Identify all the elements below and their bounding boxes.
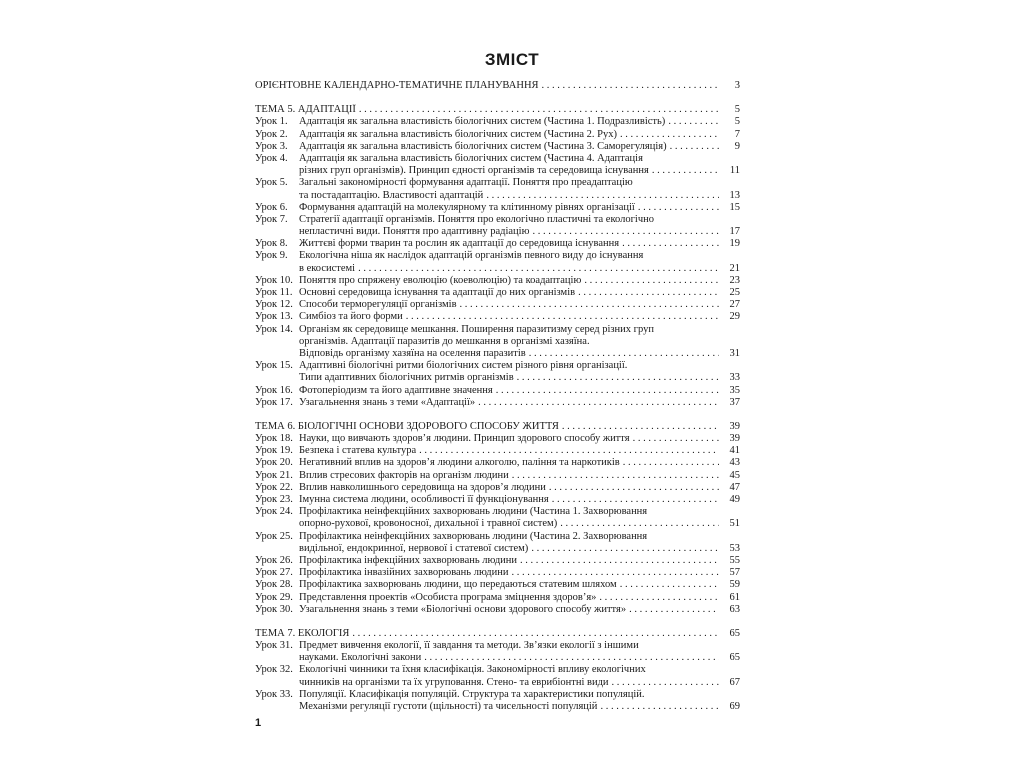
dot-leader — [532, 226, 719, 238]
table-of-contents — [255, 80, 740, 713]
toc-page-number: 49 — [729, 494, 740, 505]
toc-line-text: Механізми регуляції густоти (щільності) та чисельності популяцій — [299, 701, 598, 712]
toc-line — [299, 445, 740, 457]
toc-page-number: 51 — [729, 518, 740, 530]
toc-lesson-entry — [255, 664, 740, 688]
lesson-label: Урок 4. — [255, 152, 288, 164]
toc-page-number: 13 — [729, 189, 740, 201]
lesson-title — [299, 287, 740, 299]
toc-page-number: 21 — [729, 262, 740, 274]
dot-leader — [623, 457, 719, 469]
toc-page-number: 5 — [734, 116, 740, 128]
dot-leader — [622, 238, 719, 250]
toc-page-number: 39 — [729, 433, 740, 445]
toc-lesson-entry — [255, 275, 740, 287]
lesson-label: Урок 21. — [255, 469, 293, 481]
lesson-title — [299, 141, 740, 153]
toc-line-text: Профілактика інвазійних захворювань людини — [299, 567, 509, 579]
dot-leader — [549, 482, 719, 494]
toc-line-text: Адаптивні біологічні ритми біологічних систем різного рівня організації. — [299, 360, 628, 372]
dot-leader — [358, 263, 719, 275]
toc-line — [299, 652, 740, 664]
dot-leader — [633, 433, 719, 445]
toc-line — [299, 555, 740, 567]
toc-page-number: 41 — [729, 445, 740, 457]
lesson-title — [299, 445, 740, 457]
toc-line — [299, 531, 740, 543]
toc-line-text: Основні середовища існування та адаптації до них організмів — [299, 287, 576, 298]
lesson-label: Урок 15. — [255, 360, 293, 372]
dot-leader — [629, 604, 719, 616]
toc-lesson-entry — [255, 360, 740, 384]
toc-line-text: різних груп організмів). Принцип єдності організмів та середовища існування — [299, 165, 649, 177]
toc-lesson-entry — [255, 202, 740, 214]
toc-lesson-entry — [255, 141, 740, 153]
toc-lesson-entry — [255, 287, 740, 299]
toc-topic-heading — [255, 628, 740, 640]
toc-line-text: Безпека і статева культура — [299, 445, 417, 457]
section-gap — [255, 616, 740, 628]
toc-line — [299, 141, 740, 153]
toc-line — [299, 238, 740, 250]
toc-page-number: 3 — [734, 80, 740, 91]
dot-leader — [511, 567, 719, 579]
page-number: 1 — [255, 717, 262, 729]
lesson-title — [299, 250, 740, 274]
toc-lesson-entry — [255, 385, 740, 397]
toc-page-number: 19 — [729, 238, 740, 250]
toc-line — [299, 165, 740, 177]
toc-line — [299, 250, 740, 262]
lesson-label: Урок 28. — [255, 579, 293, 591]
toc-page-number: 35 — [729, 384, 740, 396]
dot-leader — [620, 579, 719, 591]
toc-lesson-entry — [255, 311, 740, 323]
toc-line-text: Профілактика неінфекційних захворювань людини (Частина 1. Захворювання — [299, 506, 648, 518]
toc-lesson-entry — [255, 531, 740, 555]
toc-line-text: Способи терморегуляції організмів — [299, 299, 457, 311]
toc-topic-heading — [255, 421, 740, 433]
toc-page-number: 11 — [729, 165, 740, 177]
toc-line — [299, 385, 740, 397]
toc-line-text: Профілактика неінфекційних захворювань людини (Частина 2. Захворювання — [299, 530, 648, 542]
toc-line-text: Типи адаптивних біологічних ритмів організмів — [299, 372, 514, 384]
toc-page-number: 67 — [729, 676, 740, 688]
toc-page-number: 17 — [729, 226, 740, 238]
toc-page-number: 57 — [729, 567, 740, 579]
lesson-title — [299, 360, 740, 384]
toc-line-text: Узагальнення знань з теми «Адаптації» — [299, 396, 476, 408]
toc-page-number: 9 — [734, 140, 740, 152]
lesson-label: Урок 3. — [255, 140, 288, 152]
toc-line — [299, 324, 740, 336]
lesson-title — [299, 555, 740, 567]
toc-page-number: 29 — [729, 311, 740, 323]
lesson-label: Урок 22. — [255, 481, 293, 493]
lesson-label: Урок 26. — [255, 554, 293, 566]
lesson-label: Урок 20. — [255, 457, 293, 469]
dot-leader — [542, 80, 719, 92]
lesson-label: Урок 33. — [255, 688, 293, 700]
toc-line-text: Предмет вивчення екології, її завдання та методи. Зв’язки екології з іншими — [299, 640, 639, 652]
lesson-title — [299, 592, 740, 604]
toc-lesson-entry — [255, 470, 740, 482]
lesson-label: Урок 7. — [255, 213, 288, 225]
toc-line-text: Узагальнення знань з теми «Біологічні основи здорового способу життя» — [299, 603, 627, 615]
lesson-title — [299, 311, 740, 323]
toc-line — [299, 470, 740, 482]
toc-lesson-entry — [255, 116, 740, 128]
lesson-title — [299, 470, 740, 482]
dot-leader — [406, 311, 719, 323]
toc-line — [299, 457, 740, 469]
lesson-label: Урок 11. — [255, 287, 293, 298]
dot-leader — [419, 445, 719, 457]
dot-leader — [560, 518, 719, 530]
toc-line — [299, 372, 740, 384]
lesson-label: Урок 17. — [255, 396, 293, 408]
toc-lesson-entry — [255, 433, 740, 445]
toc-line-text: Профілактика захворювань людини, що передаються статевим шляхом — [299, 579, 617, 591]
toc-lesson-entry — [255, 555, 740, 567]
lesson-label: Урок 30. — [255, 603, 293, 615]
page-title: ЗМІСТ — [484, 50, 540, 69]
toc-line-text: ОРІЄНТОВНЕ КАЛЕНДАРНО-ТЕМАТИЧНЕ ПЛАНУВАННЯ — [255, 80, 539, 91]
dot-leader — [352, 628, 719, 640]
dot-leader — [460, 299, 719, 311]
toc-line — [299, 701, 740, 713]
lesson-label: Урок 5. — [255, 177, 288, 189]
toc-line — [299, 226, 740, 238]
toc-line-text: Науки, що вивчають здоров’я людини. Принцип здорового способу життя — [299, 433, 630, 445]
dot-leader — [670, 141, 719, 153]
lesson-title — [299, 506, 740, 530]
toc-line-text: Негативний вплив на здоров’я людини алкоголю, паління та наркотиків — [299, 457, 620, 469]
toc-page-number: 33 — [729, 372, 740, 384]
dot-leader — [578, 287, 719, 299]
dot-leader — [520, 555, 719, 567]
toc-line-text: Адаптація як загальна властивість біологічних систем (Частина 2. Рух) — [299, 128, 617, 140]
section-gap — [255, 409, 740, 421]
toc-line-text: Імунна система людини, особливості її функціонування — [299, 494, 549, 505]
toc-line-text: Фотоперіодизм та його адаптивне значення — [299, 384, 493, 396]
lesson-label: Урок 31. — [255, 640, 293, 652]
dot-leader — [486, 190, 719, 202]
toc-page-number: 65 — [729, 652, 740, 664]
toc-line — [299, 202, 740, 214]
lesson-title — [299, 129, 740, 141]
toc-line — [299, 336, 740, 348]
toc-lesson-entry — [255, 579, 740, 591]
toc-line-text: Організм як середовище мешкання. Поширення паразитизму серед різних груп — [299, 323, 654, 335]
lesson-label: Урок 13. — [255, 311, 293, 323]
lesson-title — [299, 433, 740, 445]
toc-intro-entry — [255, 80, 740, 92]
toc-lesson-entry — [255, 604, 740, 616]
dot-leader — [612, 677, 719, 689]
toc-line — [299, 664, 740, 676]
toc-line — [299, 190, 740, 202]
toc-lesson-entry — [255, 494, 740, 506]
toc-line-text: Екологічні чинники та їхня класифікація. Закономірності впливу екологічних — [299, 664, 646, 676]
lesson-label: Урок 27. — [255, 567, 293, 579]
lesson-title — [299, 457, 740, 469]
dot-leader — [478, 397, 719, 409]
toc-page-number: 65 — [729, 627, 740, 639]
toc-lesson-entry — [255, 177, 740, 201]
toc-line — [299, 433, 740, 445]
dot-leader — [584, 275, 719, 287]
toc-line — [299, 263, 740, 275]
toc-line-text: чинників на організми та їх угруповання. Стено- та еврибіонтні види — [299, 676, 609, 688]
lesson-label: Урок 1. — [255, 116, 288, 128]
toc-line — [299, 567, 740, 579]
lesson-label: Урок 14. — [255, 323, 293, 335]
toc-page-number: 63 — [729, 603, 740, 615]
toc-line-text: Життєві форми тварин та рослин як адаптації до середовища існування — [299, 238, 620, 250]
toc-page-number: 47 — [729, 481, 740, 493]
toc-line-text: Загальні закономірності формування адаптації. Поняття про преадаптацію — [299, 177, 633, 189]
toc-topic-heading — [255, 104, 740, 116]
lesson-label: Урок 10. — [255, 274, 293, 286]
lesson-label: Урок 16. — [255, 384, 293, 396]
toc-line-text: Адаптація як загальна властивість біологічних систем (Частина 1. Подразливість) — [299, 116, 666, 128]
toc-lesson-entry — [255, 640, 740, 664]
toc-line — [299, 153, 740, 165]
toc-line-text: Симбіоз та його форми — [299, 311, 403, 323]
toc-page-number: 39 — [729, 420, 740, 432]
toc-line — [299, 177, 740, 189]
toc-lesson-entry — [255, 445, 740, 457]
lesson-label: Урок 32. — [255, 664, 293, 676]
toc-line — [299, 397, 740, 409]
toc-line — [299, 592, 740, 604]
toc-line — [299, 506, 740, 518]
toc-line — [299, 543, 740, 555]
toc-line-text: організмів. Адаптації паразитів до мешкання в організмі хазяїна. — [299, 335, 590, 347]
toc-page-number: 31 — [729, 347, 740, 359]
lesson-label: Урок 24. — [255, 506, 293, 518]
dot-leader — [599, 592, 719, 604]
toc-line — [299, 129, 740, 141]
dot-leader — [652, 165, 719, 177]
toc-line-text: Стратегії адаптації організмів. Поняття про екологічно пластичні та екологічно — [299, 213, 654, 225]
dot-leader — [620, 129, 719, 141]
lesson-title — [299, 567, 740, 579]
toc-lesson-entry — [255, 324, 740, 361]
toc-line — [299, 677, 740, 689]
dot-leader — [496, 385, 719, 397]
toc-line — [299, 579, 740, 591]
lesson-label: Урок 6. — [255, 201, 288, 213]
toc-line-text: непластичні види. Поняття про адаптивну радіацію — [299, 226, 530, 238]
toc-lesson-entry — [255, 567, 740, 579]
toc-page-number: 5 — [734, 104, 740, 116]
dot-leader — [552, 494, 719, 506]
toc-line — [299, 518, 740, 530]
lesson-title — [299, 604, 740, 616]
lesson-title — [299, 116, 740, 128]
dot-leader — [668, 116, 719, 128]
lesson-label: Урок 25. — [255, 530, 293, 542]
toc-line — [299, 494, 740, 506]
toc-line — [299, 640, 740, 652]
toc-line — [299, 348, 740, 360]
toc-page-number: 25 — [729, 287, 740, 298]
toc-page-number: 61 — [729, 591, 740, 603]
toc-line — [299, 287, 740, 299]
toc-page-number: 23 — [729, 274, 740, 286]
toc-line-text: Вплив стресових факторів на організм людини — [299, 469, 509, 481]
lesson-title — [299, 482, 740, 494]
toc-line — [299, 689, 740, 701]
lesson-title — [299, 324, 740, 361]
lesson-label: Урок 8. — [255, 238, 288, 250]
toc-lesson-entry — [255, 129, 740, 141]
toc-line-text: Формування адаптацій на молекулярному та клітинному рівнях організації — [299, 201, 635, 213]
toc-lesson-entry — [255, 250, 740, 274]
toc-line-text: опорно-рухової, кровоносної, дихальної і травної систем) — [299, 518, 558, 530]
lesson-label: Урок 12. — [255, 299, 293, 311]
toc-line-text: видільної, ендокринної, нервової і статевої систем) — [299, 542, 529, 554]
toc-lesson-entry — [255, 397, 740, 409]
toc-line-text: Адаптація як загальна властивість біологічних систем (Частина 3. Саморегуляція) — [299, 140, 667, 152]
lesson-title — [299, 664, 740, 688]
toc-line-text: Представлення проектів «Особиста програма зміцнення здоров’я» — [299, 591, 597, 603]
toc-lesson-entry — [255, 238, 740, 250]
lesson-title — [299, 531, 740, 555]
lesson-title — [299, 397, 740, 409]
toc-page-number: 55 — [729, 554, 740, 566]
lesson-title — [299, 153, 740, 177]
toc-line-text: Вплив навколишнього середовища на здоров’я людини — [299, 481, 546, 493]
toc-line-text: Профілактика інфекційних захворювань людини — [299, 554, 518, 566]
toc-line-text: ТЕМА 7. ЕКОЛОГІЯ — [255, 627, 350, 639]
toc-line-text: та постадаптацію. Властивості адаптацій — [299, 189, 484, 201]
toc-lesson-entry — [255, 482, 740, 494]
toc-lesson-entry — [255, 153, 740, 177]
lesson-title — [299, 214, 740, 238]
toc-lesson-entry — [255, 214, 740, 238]
toc-line — [299, 116, 740, 128]
lesson-title — [299, 385, 740, 397]
toc-lesson-entry — [255, 299, 740, 311]
dot-leader — [531, 543, 719, 555]
toc-line-text: науками. Екологічні закони — [299, 652, 422, 664]
toc-line-text: Адаптація як загальна властивість біологічних систем (Частина 4. Адаптація — [299, 152, 643, 164]
lesson-label: Урок 29. — [255, 591, 293, 603]
lesson-title — [299, 238, 740, 250]
toc-line-text: Поняття про спряжену еволюцію (коеволюцію) та коадаптацію — [299, 274, 582, 286]
section-gap — [255, 92, 740, 104]
lesson-title — [299, 275, 740, 287]
dot-leader — [600, 701, 719, 713]
toc-line — [299, 360, 740, 372]
toc-lesson-entry — [255, 457, 740, 469]
toc-line-text: в екосистемі — [299, 262, 356, 274]
lesson-title — [299, 299, 740, 311]
toc-line — [299, 214, 740, 226]
lesson-label: Урок 23. — [255, 494, 293, 505]
toc-lesson-entry — [255, 592, 740, 604]
toc-page-number: 43 — [729, 457, 740, 469]
lesson-label: Урок 2. — [255, 128, 288, 140]
toc-page-number: 59 — [729, 579, 740, 591]
toc-lesson-entry — [255, 689, 740, 713]
lesson-title — [299, 177, 740, 201]
lesson-label: Урок 9. — [255, 250, 288, 262]
toc-page-number: 53 — [729, 542, 740, 554]
dot-leader — [359, 104, 719, 116]
toc-line-text: Екологічна ніша як наслідок адаптацій організмів певного виду до існування — [299, 250, 644, 262]
dot-leader — [562, 421, 719, 433]
lesson-title — [299, 202, 740, 214]
toc-page-number: 7 — [734, 128, 740, 140]
toc-line-text: ТЕМА 6. БІОЛОГІЧНІ ОСНОВИ ЗДОРОВОГО СПОСОБУ ЖИТТЯ — [255, 420, 559, 432]
toc-line-text: Відповідь організму хазяїна на оселення паразитів — [299, 347, 526, 359]
toc-line — [299, 299, 740, 311]
toc-line — [299, 604, 740, 616]
lesson-label: Урок 18. — [255, 433, 293, 445]
dot-leader — [638, 202, 719, 214]
toc-page-number: 69 — [729, 701, 740, 712]
dot-leader — [424, 652, 719, 664]
toc-page-number: 45 — [729, 469, 740, 481]
toc-line — [299, 482, 740, 494]
toc-page-number: 27 — [729, 299, 740, 311]
lesson-title — [299, 689, 740, 713]
lesson-label: Урок 19. — [255, 445, 293, 457]
dot-leader — [512, 470, 719, 482]
toc-line-text: Популяції. Класифікація популяцій. Структура та характеристики популяцій. — [299, 688, 645, 700]
toc-page-number: 15 — [729, 201, 740, 213]
toc-page-number: 37 — [729, 396, 740, 408]
lesson-title — [299, 579, 740, 591]
dot-leader — [529, 348, 719, 360]
toc-line — [299, 275, 740, 287]
toc-line-text: ТЕМА 5. АДАПТАЦІЇ — [255, 104, 356, 116]
lesson-title — [299, 640, 740, 664]
toc-line — [299, 311, 740, 323]
lesson-title — [299, 494, 740, 506]
toc-lesson-entry — [255, 506, 740, 530]
dot-leader — [517, 372, 719, 384]
